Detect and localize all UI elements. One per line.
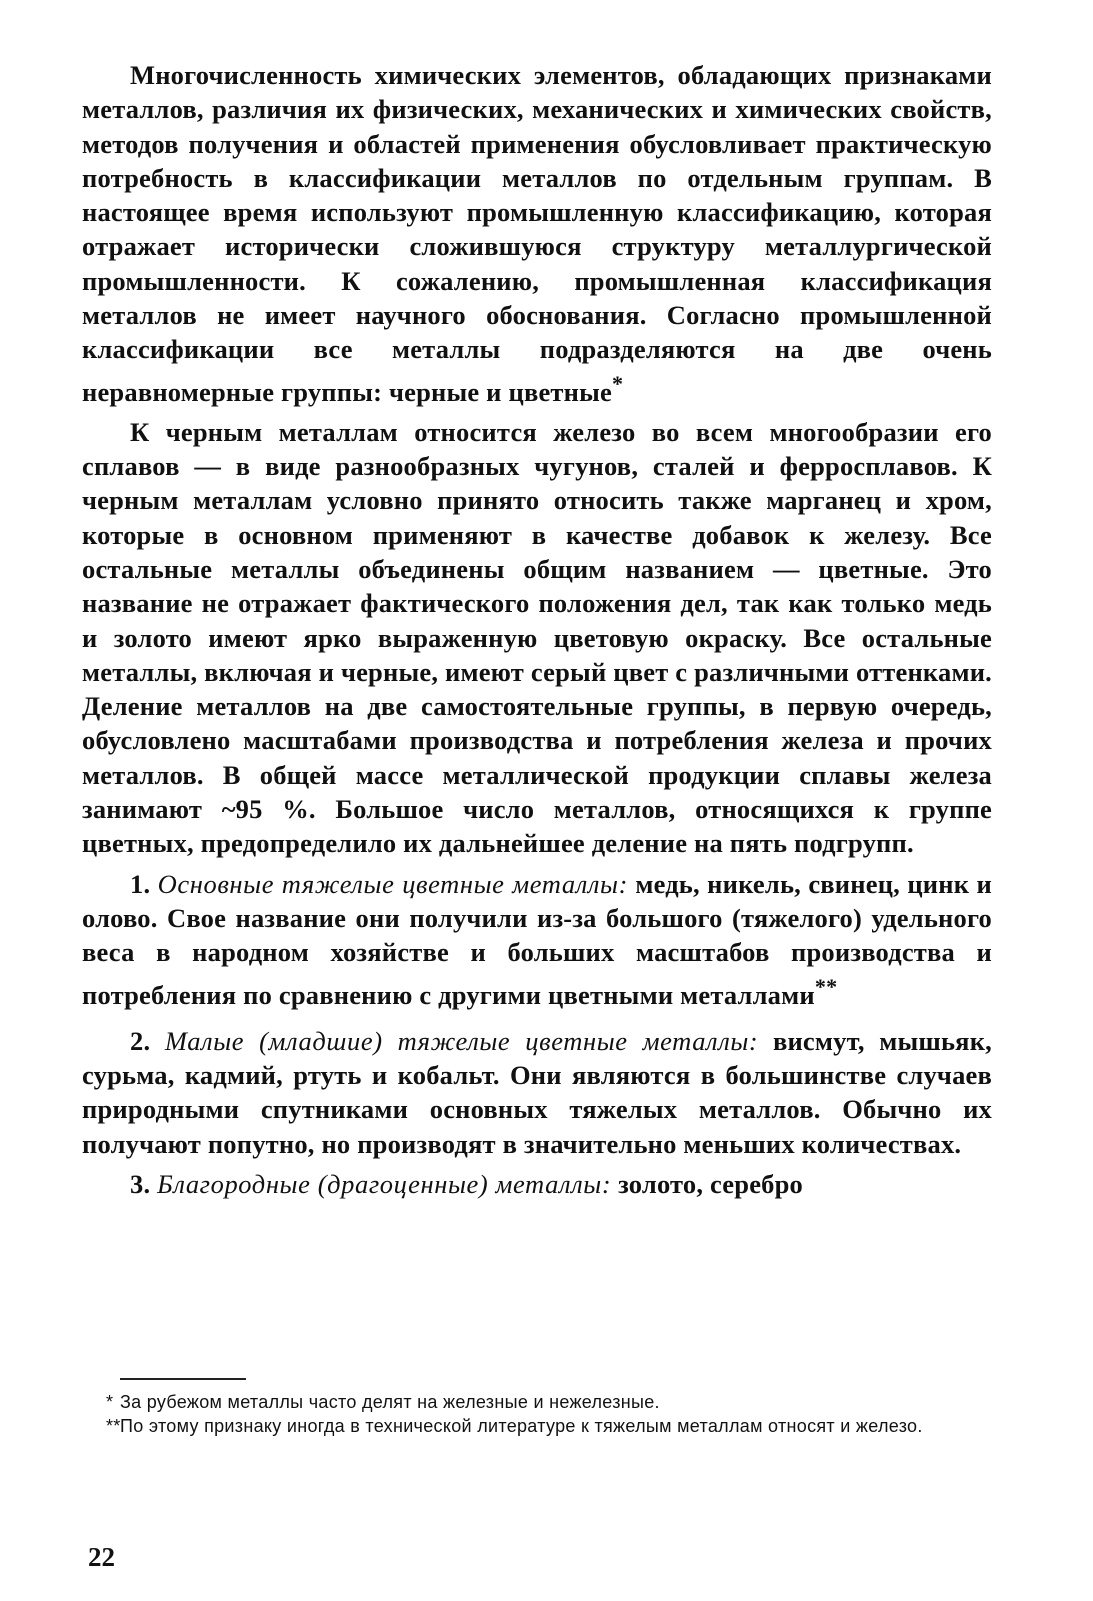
footnote-text: По этому признаку иногда в технической литературе к тяжелым металлам относят и железо.: [120, 1416, 923, 1436]
footnote-text: За рубежом металлы часто делят на железные и нежелезные.: [120, 1392, 660, 1412]
group-number: 3.: [130, 1168, 151, 1199]
footnote-divider: [120, 1378, 246, 1380]
footnote-ref-2: **: [814, 973, 838, 999]
footnote-2: [82, 1414, 992, 1438]
group-text: золото, серебро: [618, 1168, 804, 1199]
page-number: 22: [88, 1542, 115, 1572]
group-title: Основные тяжелые цветные металлы:: [157, 868, 628, 899]
group-title: Малые (младшие) тяжелые цветные металлы:: [164, 1025, 759, 1056]
group-item-1: [82, 867, 992, 1012]
group-item-2: [82, 1024, 992, 1161]
paragraph-intro-text: Многочисленность химических элементов, обладающих признаками металлов, различия их физических, механических и химических свойств, методов получения и областей применения обусловливает практическую потребность в классификации металлов по отдельным группам. В настоящее время используют промышленную классификацию, которая отражает исторически сложившуюся структуру металлургической промышленности. К сожалению, промышленная классификация металлов не имеет научного обоснования. Согласно промышленной классификации все металлы подразделяются на две очень неравномерные группы: черные и цветные: [82, 60, 992, 407]
group-item-3: [82, 1167, 992, 1201]
group-title: Благородные (драгоценные) металлы:: [157, 1168, 612, 1199]
footnote-1: [82, 1390, 992, 1414]
group-number: 2.: [130, 1025, 151, 1056]
footnote-mark: *: [106, 1392, 114, 1412]
footnote-ref-1: *: [611, 370, 624, 396]
paragraph-intro: [82, 58, 992, 409]
group-text: медь, никель, свинец, цинк и олово. Свое название они получили из-за большого (тяжелого) удельного веса в народном хозяйстве и больших масштабов производства и потребления по сравнению с другими цветными металлами: [82, 868, 993, 1010]
page-body: [82, 58, 992, 1201]
group-text: висмут, мышьяк, сурьма, кадмий, ртуть и кобальт. Они являются в большинстве случаев природными спутниками основных тяжелых металлов. Обычно их получают попутно, но производят в значительно меньших количествах.: [82, 1025, 993, 1159]
footnotes: [82, 1390, 992, 1438]
paragraph-ferrous: [82, 415, 992, 861]
footnote-mark: **: [106, 1416, 121, 1436]
group-number: 1.: [130, 868, 151, 899]
paragraph-ferrous-text: К черным металлам относится железо во всем многообразии его сплавов — в виде разнообразных чугунов, сталей и ферросплавов. К черным металлам условно принято относить также марганец и хром, которые в основном применяют в качестве добавок к железу. Все остальные металлы объединены общим названием — цветные. Это название не отражает фактического положения дел, так как только медь и золото имеют ярко выраженную цветовую окраску. Все остальные металлы, включая и черные, имеют серый цвет с различными оттенками. Деление металлов на две самостоятельные группы, в первую очередь, обусловлено масштабами производства и потребления железа и прочих металлов. В общей массе металлической продукции сплавы железа занимают ~95 %. Большое число металлов, относящихся к группе цветных, предопределило их дальнейшее деление на пять подгрупп.: [82, 416, 992, 859]
